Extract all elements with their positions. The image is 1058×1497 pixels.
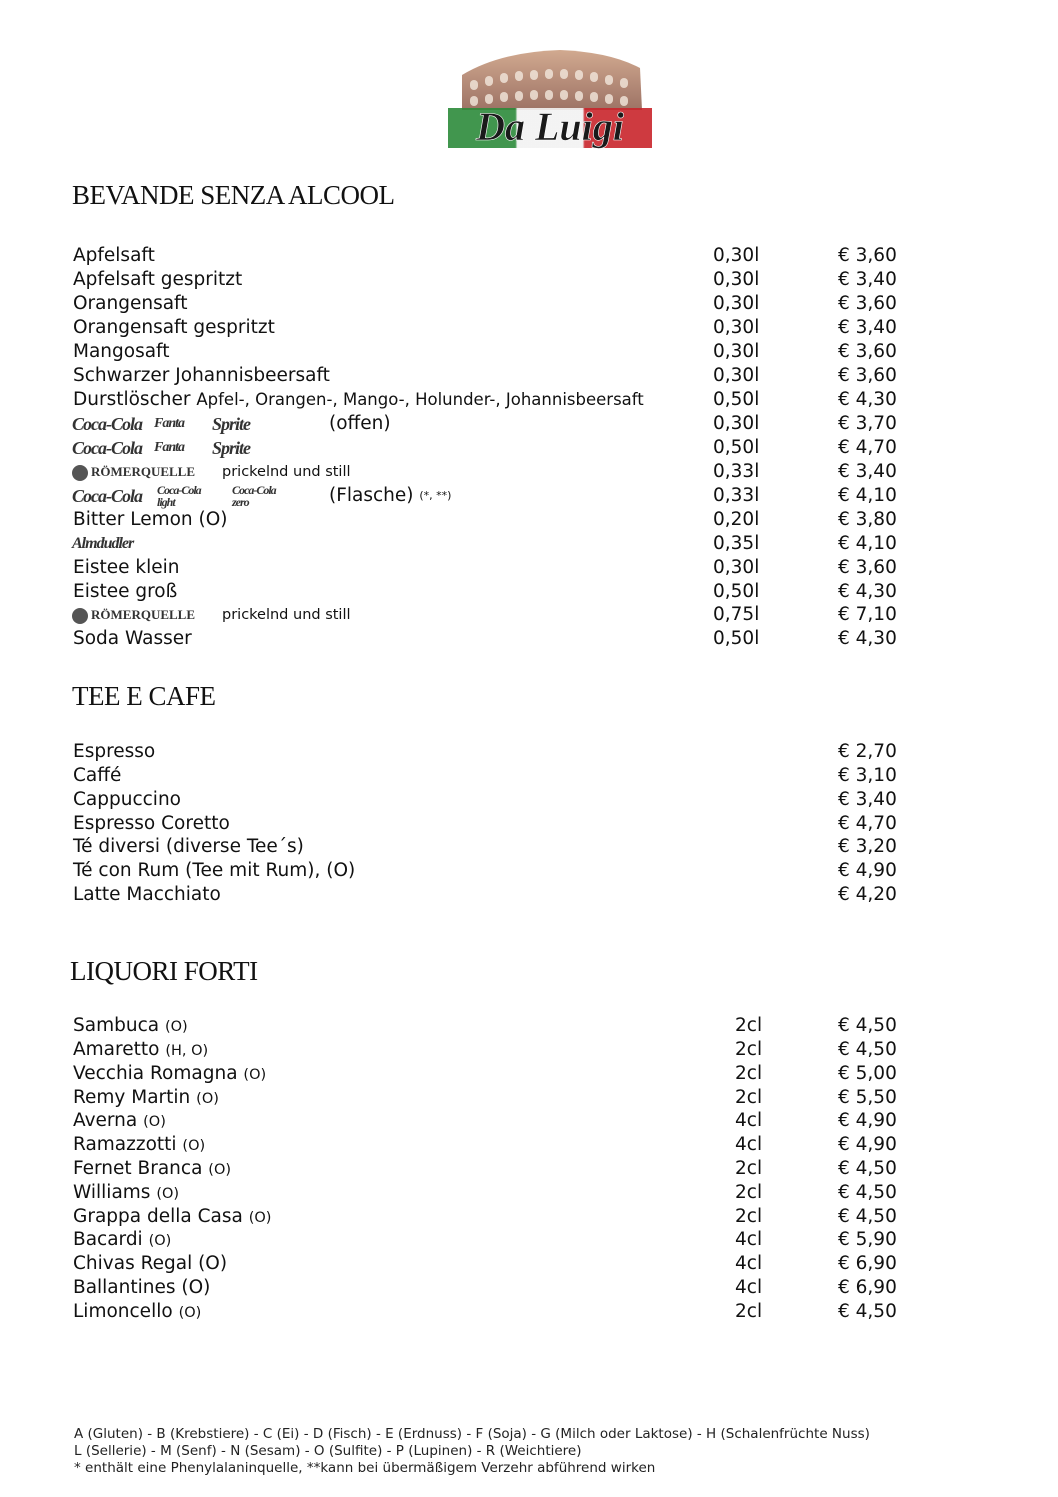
- item-name: Schwarzer Johannisbeersaft: [73, 365, 330, 386]
- list-item: [0, 532, 1058, 556]
- item-name: Ballantines (O): [73, 1277, 211, 1298]
- list-item: [0, 883, 1058, 907]
- item-price: € 3,40: [838, 269, 897, 290]
- item-price: € 4,50: [838, 1206, 897, 1227]
- item-volume: 4cl: [735, 1229, 763, 1250]
- list-item: [0, 1276, 1058, 1300]
- item-name: Orangensaft gespritzt: [73, 317, 275, 338]
- item-price: € 5,90: [838, 1229, 897, 1250]
- coca-cola-zero-logo: Coca-Cola zero: [232, 483, 276, 509]
- list-item: [0, 268, 1058, 292]
- item-price: € 3,60: [838, 365, 897, 386]
- sprite-logo: Sprite: [212, 414, 251, 434]
- item-price: € 2,70: [838, 741, 897, 762]
- item-name: Chivas Regal (O): [73, 1253, 228, 1274]
- list-item: [0, 740, 1058, 764]
- item-price: € 3,60: [838, 293, 897, 314]
- item-price: € 4,90: [838, 1134, 897, 1155]
- list-item: [0, 460, 1058, 484]
- item-price: € 3,80: [838, 509, 897, 530]
- item-volume: 2cl: [735, 1087, 763, 1108]
- list-item: [0, 1252, 1058, 1276]
- item-volume: 0,30l: [713, 293, 760, 314]
- list-item: [0, 1109, 1058, 1133]
- list-item: [0, 580, 1058, 604]
- item-suffix: prickelnd und still: [222, 607, 351, 623]
- list-item: [0, 1133, 1058, 1157]
- list-item: [0, 412, 1058, 436]
- section-title-liquori: LIQUORI FORTI: [70, 956, 258, 986]
- item-price: € 4,70: [838, 813, 897, 834]
- item-price: € 6,90: [838, 1277, 897, 1298]
- item-name: Remy Martin (O): [73, 1087, 219, 1108]
- item-volume: 0,50l: [713, 437, 760, 458]
- roemerquelle-emblem-icon: [72, 465, 88, 481]
- list-item: [0, 316, 1058, 340]
- list-item: [0, 244, 1058, 268]
- item-volume: 0,30l: [713, 317, 760, 338]
- item-price: € 5,00: [838, 1063, 897, 1084]
- item-name: Eistee klein: [73, 557, 180, 578]
- footnote-line: * enthält eine Phenylalaninquelle, **kann bei übermäßigem Verzehr abführend wirken: [74, 1460, 656, 1476]
- item-name: Amaretto (H, O): [73, 1039, 209, 1060]
- item-volume: 0,30l: [713, 269, 760, 290]
- item-name: Cappuccino: [73, 789, 181, 810]
- item-name: Bitter Lemon (O): [73, 509, 228, 530]
- item-volume: 0,50l: [713, 389, 760, 410]
- item-volume: 0,50l: [713, 581, 760, 602]
- roemerquelle-emblem-icon: [72, 608, 88, 624]
- roemerquelle-logo: RÖMERQUELLE: [72, 460, 195, 484]
- item-name: Bacardi (O): [73, 1229, 172, 1250]
- list-item: [0, 812, 1058, 836]
- item-volume: 0,75l: [713, 604, 760, 625]
- item-suffix: (Flasche) (*, **): [329, 485, 452, 506]
- section-title-bevande: BEVANDE SENZA ALCOOL: [72, 180, 395, 210]
- item-name: Durstlöscher Apfel-, Orangen-, Mango-, Holunder-, Johannisbeersaft: [73, 389, 644, 410]
- svg-text:Da Luigi: Da Luigi: [476, 104, 624, 149]
- item-price: € 4,50: [838, 1039, 897, 1060]
- item-name: Eistee groß: [73, 581, 178, 602]
- item-price: € 4,20: [838, 884, 897, 905]
- item-name: Caffé: [73, 765, 122, 786]
- allergen-legend-line-1: A (Gluten) - B (Krebstiere) - C (Ei) - D (Fisch) - E (Erdnuss) - F (Soja) - G (Milch oder Laktose) - H (Schalenfrüchte Nuss): [74, 1426, 870, 1442]
- item-price: € 4,10: [838, 533, 897, 554]
- item-volume: 0,20l: [713, 509, 760, 530]
- sprite-logo: Sprite: [212, 438, 251, 458]
- item-price: € 7,10: [838, 604, 897, 625]
- list-item: [0, 436, 1058, 460]
- item-price: € 3,60: [838, 245, 897, 266]
- item-price: € 4,50: [838, 1182, 897, 1203]
- item-suffix: prickelnd und still: [222, 464, 351, 480]
- item-name: Té diversi (diverse Tee´s): [73, 836, 304, 857]
- item-price: € 4,90: [838, 1110, 897, 1131]
- section-title-tee: TEE E CAFE: [72, 681, 216, 711]
- coca-cola-light-logo: Coca-Cola light: [157, 483, 201, 509]
- item-price: € 3,40: [838, 789, 897, 810]
- item-price: € 3,20: [838, 836, 897, 857]
- item-name: Vecchia Romagna (O): [73, 1063, 267, 1084]
- item-volume: 0,30l: [713, 365, 760, 386]
- item-price: € 4,50: [838, 1015, 897, 1036]
- list-item: [0, 1205, 1058, 1229]
- item-volume: 0,33l: [713, 461, 760, 482]
- list-item: [0, 1157, 1058, 1181]
- item-name: Espresso: [73, 741, 156, 762]
- item-volume: 0,30l: [713, 341, 760, 362]
- item-volume: 2cl: [735, 1015, 763, 1036]
- item-name: Apfelsaft gespritzt: [73, 269, 243, 290]
- item-volume: 0,30l: [713, 413, 760, 434]
- item-price: € 4,70: [838, 437, 897, 458]
- list-item: [0, 627, 1058, 651]
- da-luigi-logo: [440, 40, 660, 155]
- list-item: [0, 859, 1058, 883]
- item-volume: 0,35l: [713, 533, 760, 554]
- list-item: [0, 1228, 1058, 1252]
- item-name: Averna (O): [73, 1110, 166, 1131]
- item-price: € 6,90: [838, 1253, 897, 1274]
- list-item: [0, 484, 1058, 508]
- item-name: Soda Wasser: [73, 628, 192, 649]
- item-volume: 4cl: [735, 1134, 763, 1155]
- item-name: Limoncello (O): [73, 1301, 202, 1322]
- list-item: [0, 388, 1058, 412]
- almdudler-logo: Almdudler: [72, 535, 134, 552]
- item-name: Sambuca (O): [73, 1015, 188, 1036]
- item-price: € 3,60: [838, 557, 897, 578]
- item-name: Espresso Coretto: [73, 813, 230, 834]
- coca-cola-logo: Coca-Cola: [72, 438, 142, 458]
- item-price: € 3,10: [838, 765, 897, 786]
- list-item: [0, 340, 1058, 364]
- item-price: € 4,50: [838, 1301, 897, 1322]
- item-volume: 4cl: [735, 1110, 763, 1131]
- item-volume: 0,50l: [713, 628, 760, 649]
- item-price: € 4,90: [838, 860, 897, 881]
- item-volume: 2cl: [735, 1063, 763, 1084]
- item-volume: 2cl: [735, 1158, 763, 1179]
- item-volume: 2cl: [735, 1182, 763, 1203]
- item-price: € 3,60: [838, 341, 897, 362]
- item-name: Apfelsaft: [73, 245, 155, 266]
- allergen-legend-line-2: L (Sellerie) - M (Senf) - N (Sesam) - O (Sulfite) - P (Lupinen) - R (Weichtiere): [74, 1443, 582, 1459]
- item-price: € 4,30: [838, 628, 897, 649]
- list-item: [0, 364, 1058, 388]
- item-volume: 0,30l: [713, 557, 760, 578]
- item-volume: 2cl: [735, 1301, 763, 1322]
- item-price: € 5,50: [838, 1087, 897, 1108]
- item-volume: 0,33l: [713, 485, 760, 506]
- item-name: Williams (O): [73, 1182, 180, 1203]
- list-item: [0, 1014, 1058, 1038]
- item-price: € 3,40: [838, 461, 897, 482]
- item-price: € 3,40: [838, 317, 897, 338]
- item-name: Orangensaft: [73, 293, 188, 314]
- list-item: [0, 1086, 1058, 1110]
- item-volume: 2cl: [735, 1206, 763, 1227]
- list-item: [0, 1300, 1058, 1324]
- item-suffix: (offen): [329, 413, 391, 434]
- item-volume: 4cl: [735, 1253, 763, 1274]
- item-name: Fernet Branca (O): [73, 1158, 232, 1179]
- item-volume: 4cl: [735, 1277, 763, 1298]
- fanta-logo: Fanta: [154, 416, 185, 431]
- item-price: € 4,10: [838, 485, 897, 506]
- item-price: € 4,30: [838, 581, 897, 602]
- item-name: Té con Rum (Tee mit Rum), (O): [73, 860, 356, 881]
- list-item: [0, 1181, 1058, 1205]
- list-item: [0, 508, 1058, 532]
- item-price: € 4,30: [838, 389, 897, 410]
- list-item: [0, 292, 1058, 316]
- list-item: [0, 1062, 1058, 1086]
- list-item: [0, 788, 1058, 812]
- fanta-logo: Fanta: [154, 440, 185, 455]
- list-item: [0, 835, 1058, 859]
- item-price: € 4,50: [838, 1158, 897, 1179]
- coca-cola-logo: Coca-Cola: [72, 486, 142, 506]
- item-name: Grappa della Casa (O): [73, 1206, 272, 1227]
- item-name: Ramazzotti (O): [73, 1134, 206, 1155]
- list-item: [0, 556, 1058, 580]
- item-volume: 0,30l: [713, 245, 760, 266]
- coca-cola-logo: Coca-Cola: [72, 414, 142, 434]
- item-price: € 3,70: [838, 413, 897, 434]
- item-name: Mangosaft: [73, 341, 170, 362]
- item-name: Latte Macchiato: [73, 884, 221, 905]
- list-item: [0, 764, 1058, 788]
- list-item: [0, 1038, 1058, 1062]
- item-volume: 2cl: [735, 1039, 763, 1060]
- roemerquelle-logo: RÖMERQUELLE: [72, 603, 195, 627]
- list-item: [0, 603, 1058, 627]
